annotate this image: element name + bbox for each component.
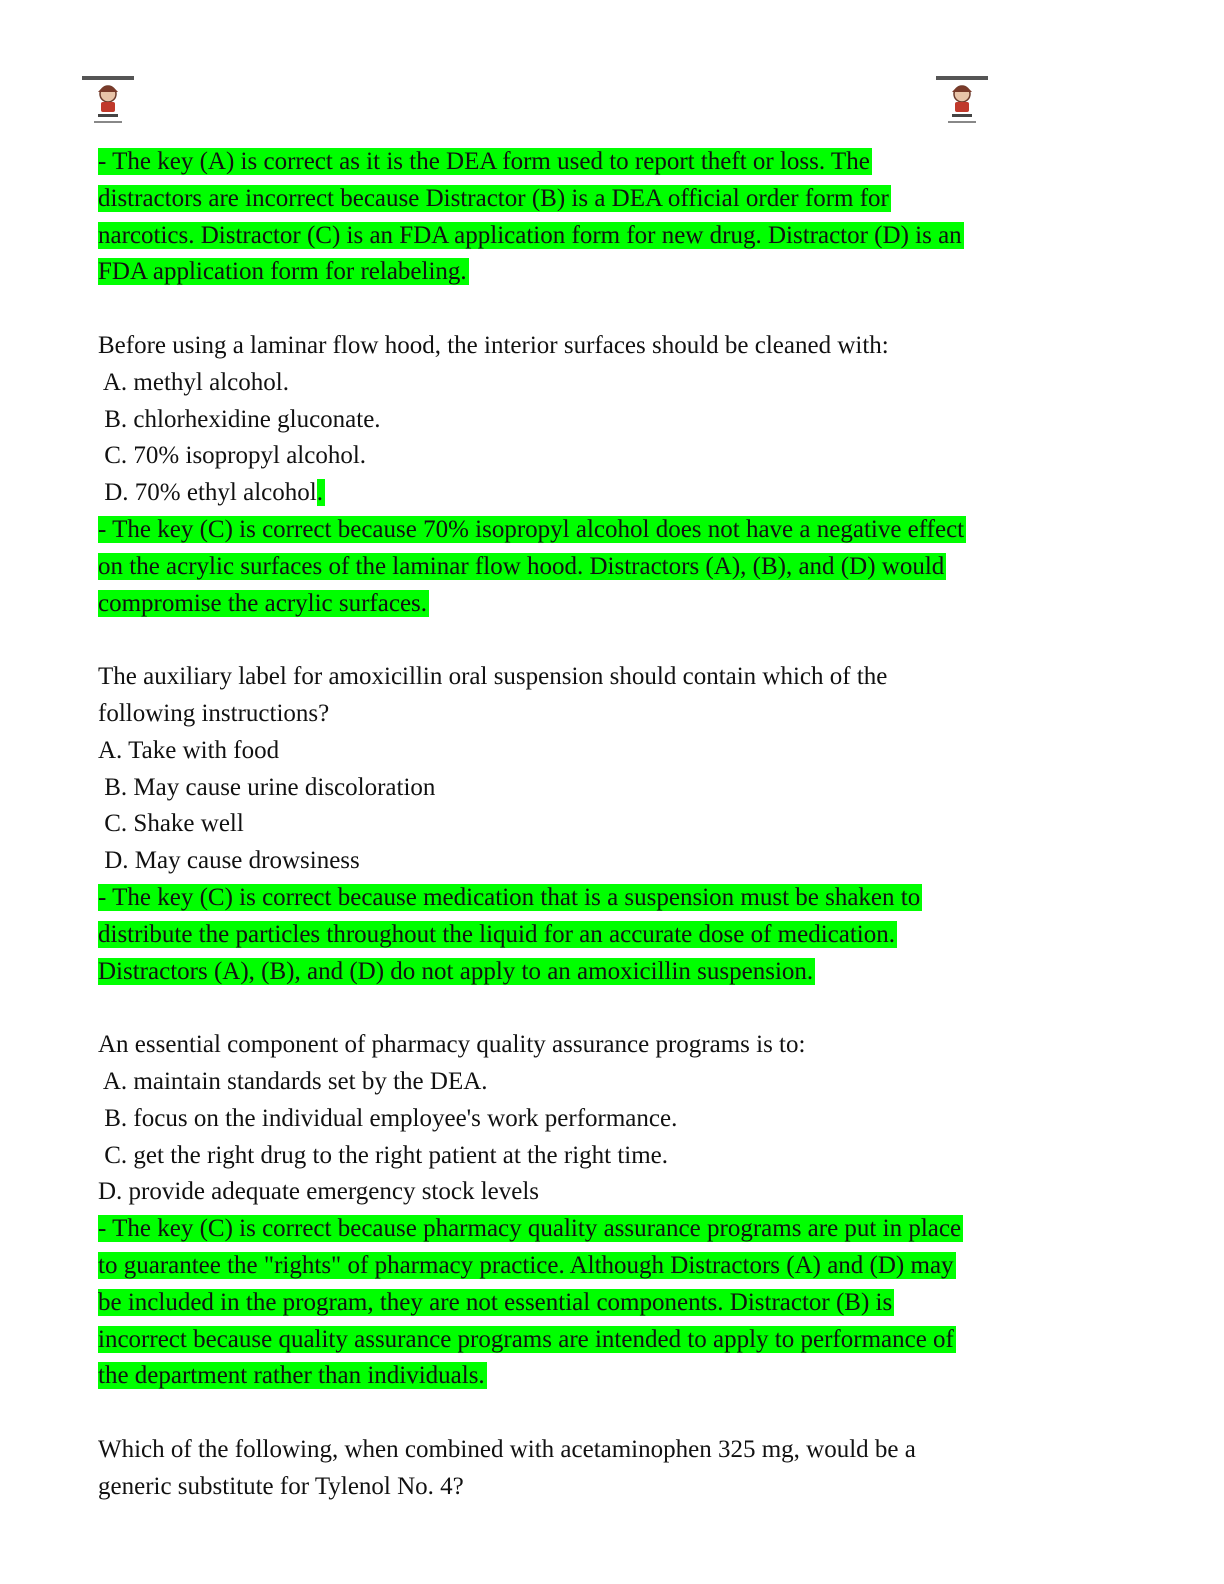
answer-line: - The key (C) is correct because pharmacy quality assurance programs are put in place — [98, 1215, 962, 1243]
question-stem: An essential component of pharmacy quality assurance programs is to: — [98, 1031, 806, 1059]
answer-option: A. Take with food — [98, 736, 280, 764]
spacer — [98, 622, 1098, 659]
answer-option: C. Shake well — [98, 810, 244, 838]
answer-line: - The key (C) is correct because medication that is a suspension must be shaken to — [98, 883, 921, 911]
answer-option: D. provide adequate emergency stock levels — [98, 1178, 540, 1206]
spacer — [98, 1395, 1098, 1432]
question-stem: following instructions? — [98, 699, 330, 727]
question-stem: generic substitute for Tylenol No. 4? — [98, 1472, 464, 1500]
answer-option: A. methyl alcohol. — [98, 368, 289, 396]
answer-line: compromise the acrylic surfaces. — [98, 589, 428, 617]
stamp-logo-icon — [76, 72, 140, 132]
option-period: . — [316, 479, 323, 507]
answer-line: be included in the program, they are not essential components. Distractor (B) is — [98, 1288, 893, 1316]
answer-option: A. maintain standards set by the DEA. — [98, 1067, 488, 1095]
answer-option: D. May cause drowsiness — [98, 847, 360, 875]
document-body — [98, 144, 1098, 1505]
spacer — [98, 990, 1098, 1027]
answer-option: B. chlorhexidine gluconate. — [98, 405, 381, 433]
question-stem: Before using a laminar flow hood, the interior surfaces should be cleaned with: — [98, 331, 889, 359]
answer-line: on the acrylic surfaces of the laminar flow hood. Distractors (A), (B), and (D) would — [98, 552, 945, 580]
answer-line: - The key (C) is correct because 70% isopropyl alcohol does not have a negative effect — [98, 515, 965, 543]
answer-option: C. 70% isopropyl alcohol. — [98, 442, 367, 470]
answer-line: Distractors (A), (B), and (D) do not apply to an amoxicillin suspension. — [98, 957, 814, 985]
stamp-logo-icon — [930, 72, 994, 132]
answer-option: B. May cause urine discoloration — [98, 773, 436, 801]
answer-line: to guarantee the "rights" of pharmacy practice. Although Distractors (A) and (D) may — [98, 1251, 954, 1279]
answer-line: narcotics. Distractor (C) is an FDA application form for new drug. Distractor (D) is an — [98, 221, 962, 249]
answer-option: C. get the right drug to the right patient at the right time. — [98, 1141, 669, 1169]
answer-line: distractors are incorrect because Distractor (B) is a DEA official order form for — [98, 184, 889, 212]
answer-line: the department rather than individuals. — [98, 1362, 485, 1390]
answer-option: D. 70% ethyl alcohol. — [98, 479, 323, 507]
answer-option: B. focus on the individual employee's work performance. — [98, 1104, 678, 1132]
question-stem: Which of the following, when combined with acetaminophen 325 mg, would be a — [98, 1435, 916, 1463]
question-stem: The auxiliary label for amoxicillin oral suspension should contain which of the — [98, 663, 888, 691]
answer-line: incorrect because quality assurance programs are intended to apply to performance of — [98, 1325, 954, 1353]
spacer — [98, 291, 1098, 328]
answer-line: distribute the particles throughout the liquid for an accurate dose of medication. — [98, 920, 895, 948]
answer-line: - The key (A) is correct as it is the DEA form used to report theft or loss. The — [98, 148, 870, 175]
answer-line: FDA application form for relabeling. — [98, 258, 467, 286]
